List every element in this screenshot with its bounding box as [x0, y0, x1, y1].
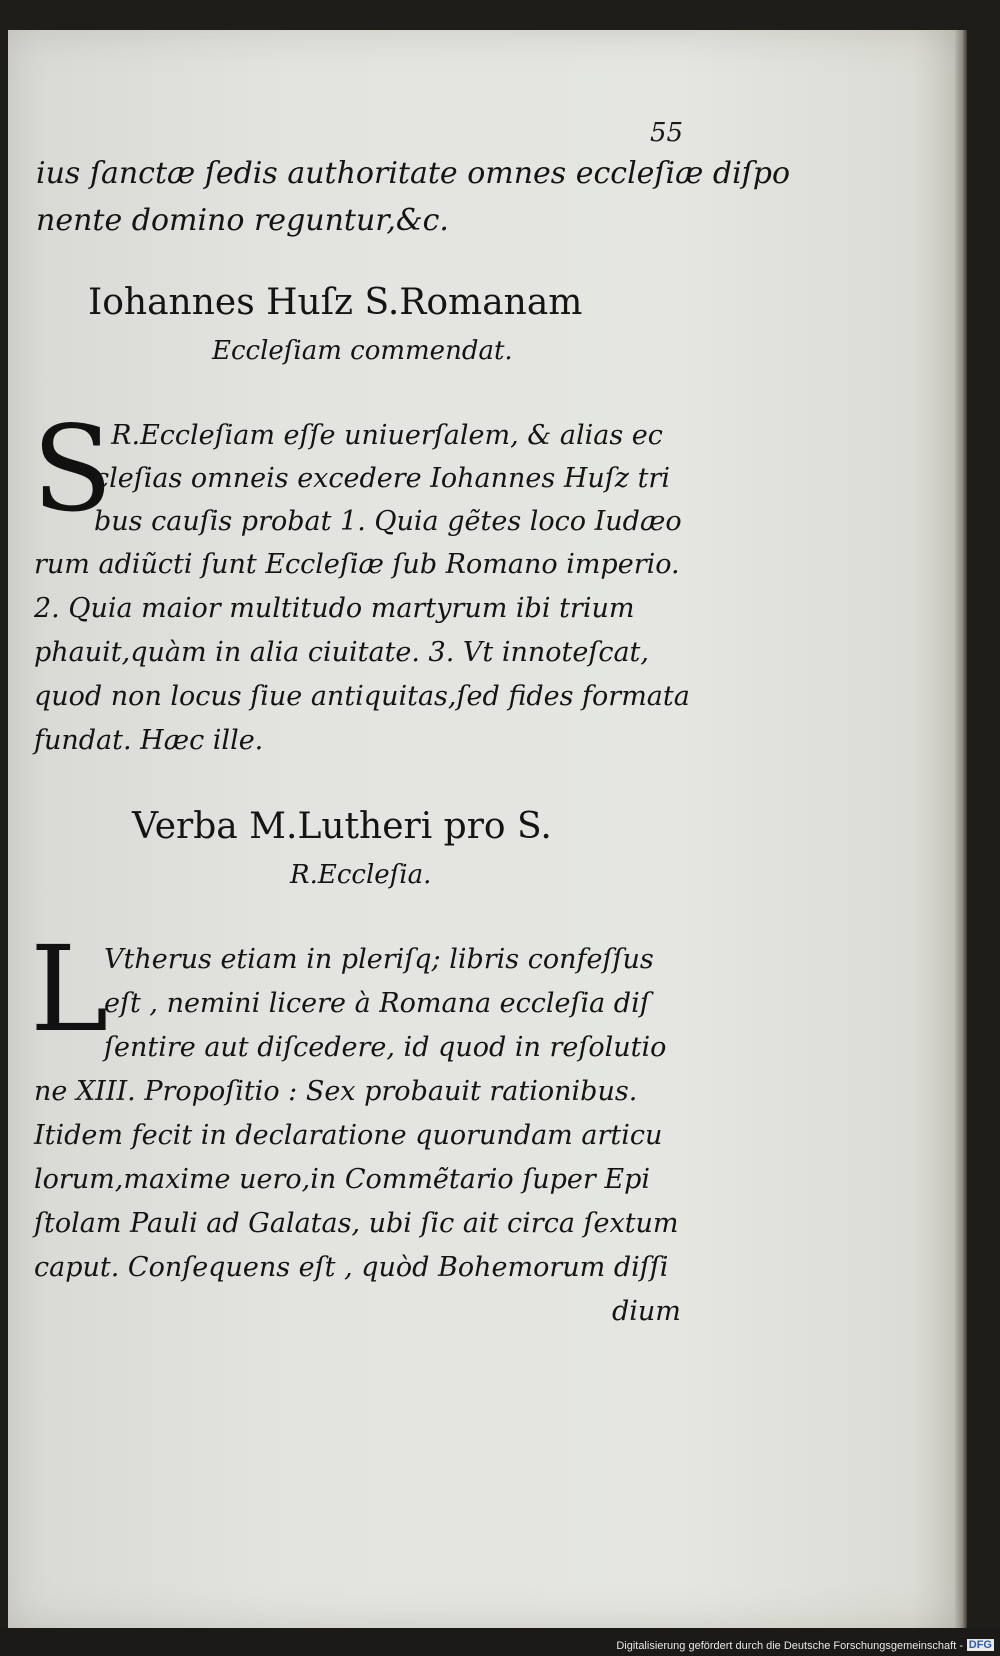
footer-credit: Digitalisierung gefördert durch die Deutsche Forschungsgemeinschaft -: [616, 1640, 963, 1652]
text-line: phauit,quàm in alia ciuitate. 3. Vt innoteſcat,: [34, 637, 649, 668]
text-line: caput. Conſequens eſt , quòd Bohemorum diſſi: [34, 1252, 669, 1283]
text-line: . R.Eccleſiam eſſe uniuerſalem, & alias ec: [94, 420, 663, 451]
text-line: fundat. Hæc ille.: [34, 725, 264, 756]
dfg-logo: DFG: [968, 1639, 992, 1651]
text-line: ne XIII. Propoſitio : Sex probauit rationibus.: [34, 1076, 638, 1107]
text-line: rum adiũcti ſunt Eccleſiæ ſub Romano imperio.: [34, 549, 680, 580]
text-line: eſt , nemini licere à Romana eccleſia diſ: [104, 988, 650, 1019]
page-number: 55: [650, 118, 684, 148]
text-line: ſentire aut diſcedere, id quod in reſolutio: [104, 1032, 667, 1063]
text-line: cleſias omneis excedere Iohannes Huſz tri: [94, 463, 670, 494]
section-subheading: R.Eccleſia.: [290, 860, 432, 890]
text-line: ius ſanctæ ſedis authoritate omnes eccleſiæ diſpo: [36, 156, 791, 191]
text-line: lorum,maxime uero,in Commẽtario ſuper Epi: [34, 1164, 651, 1195]
text-line: Itidem fecit in declaratione quorundam articu: [34, 1120, 663, 1151]
drop-cap: S: [32, 400, 113, 538]
section-heading: Iohannes Huſz S.Romanam: [88, 282, 583, 323]
text-line: nente domino reguntur,&c.: [36, 203, 449, 238]
text-line: quod non locus ſiue antiquitas,ſed fides formata: [34, 681, 690, 712]
section-subheading: Eccleſiam commendat.: [212, 336, 513, 366]
text-line: 2. Quia maior multitudo martyrum ibi trium: [34, 593, 635, 624]
page-edge: [955, 30, 967, 1628]
text-line: ſtolam Pauli ad Galatas, ubi ſic ait circa ſextum: [34, 1208, 679, 1239]
section-heading: Verba M.Lutheri pro S.: [132, 806, 552, 847]
text-line: Vtherus etiam in pleriſq; libris confeſſus: [104, 944, 654, 975]
catchword: dium: [612, 1296, 681, 1327]
text-line: bus cauſis probat 1. Quia gẽtes loco Iudæo: [94, 506, 682, 537]
drop-cap: L: [30, 920, 109, 1058]
